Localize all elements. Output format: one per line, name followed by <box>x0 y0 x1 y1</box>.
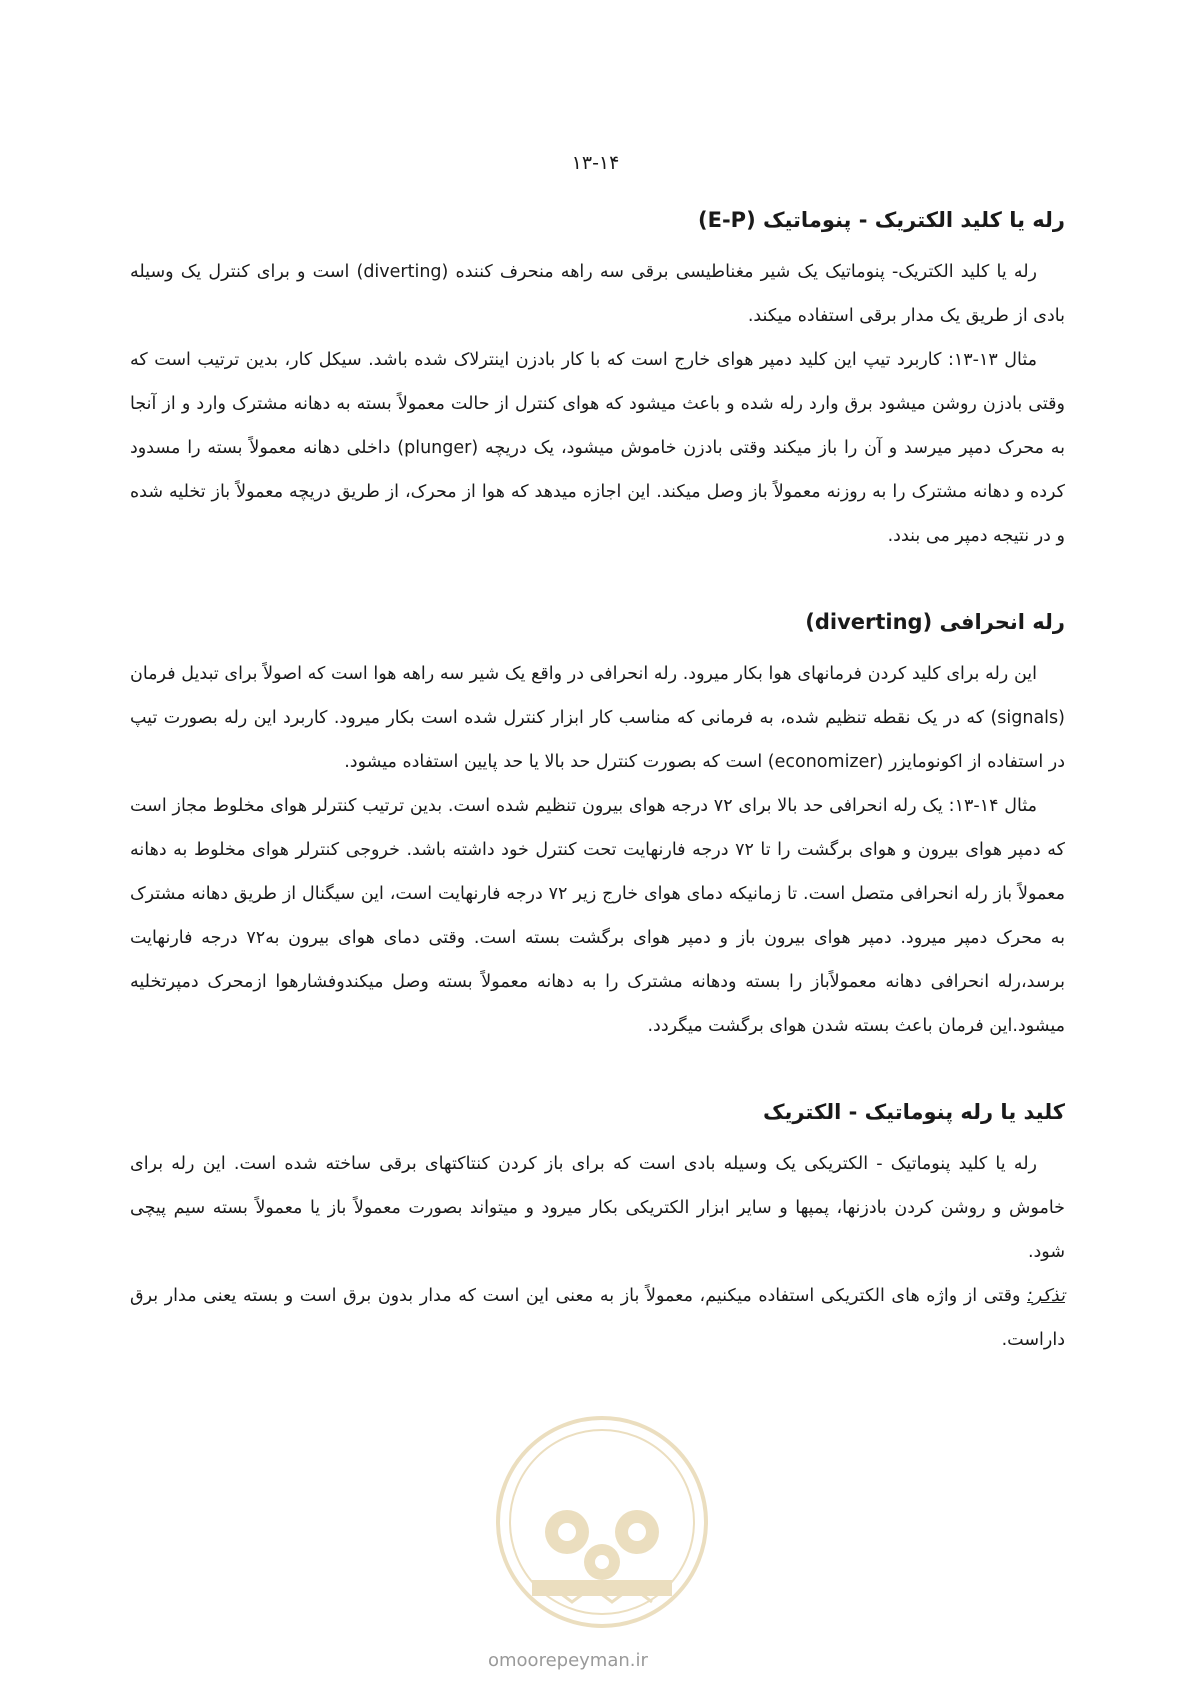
paragraph: مثال ۱۴-۱۳: یک رله انحرافی حد بالا برای ۷۲ درجه هوای بیرون تنظیم شده است. بدین ترتیب کنترلر هوای مخلوط مجاز است که دمپر هوای بیرون و هوای برگشت را تا ۷۲ درجه فارنهایت تحت کنترل خود داشته باشد. خروجی کنترلر هوای مخلوط به دهانه معمولاً باز رله انحرافی متصل است. تا زمانیکه دمای هوای خارج زیر ۷۲ درجه فارنهایت است، این سیگنال از طریق دهانه مشترک به محرک دمپر میرود. دمپر هوای بیرون باز و دمپر هوای برگشت بسته است. وقتی دمای هوای بیرون به۷۲ درجه فارنهایت برسد،رله انحرافی دهانه معمولاًباز را بسته ودهانه مشترک را به دهانه معمولاً بسته وصل میکندوفشارهوا ازمحرک دمپرتخلیه میشود.این فرمان باعث بسته شدن هوای برگشت میگردد. <box>130 796 1065 1036</box>
section-diverting-relay <box>130 602 1065 1048</box>
section-pe-relay <box>130 1092 1065 1362</box>
paragraph: رله یا کلید الکتریک- پنوماتیک یک شیر مغناطیسی برقی سه راهه منحرف کننده (diverting) است و برای کنترل یک وسیله بادی از طریق یک مدار برقی استفاده میکند. <box>130 262 1065 326</box>
watermark-logo <box>492 1412 712 1632</box>
document-body <box>130 200 1065 1362</box>
section-heading: رله انحرافی (diverting) <box>805 610 1065 634</box>
section-heading: رله یا کلید الکتریک - پنوماتیک (E-P) <box>698 208 1065 232</box>
page-number: ۱۳-۱۴ <box>571 152 620 174</box>
note-paragraph <box>130 1274 1065 1362</box>
paragraph: مثال ۱۳-۱۳: کاربرد تیپ این کلید دمپر هوای خارج است که با کار بادزن اینترلاک شده باشد. سیکل کار، بدین ترتیب است که وقتی بادزن روشن میشود برق وارد رله شده و باعث میشود که هوای کنترل از حالت معمولاً بسته به دهانه مشترک وارد و از آنجا به محرک دمپر میرسد و آن را باز میکند وقتی بادزن خاموش میشود، یک دریچه (plunger) داخلی دهانه معمولاً بسته را مسدود کرده و دهانه مشترک را به روزنه معمولاً باز وصل میکند. این اجازه میدهد که هوا از محرک، از طریق دریچه معمولاً باز تخلیه شده و در نتیجه دمپر می بندد. <box>130 350 1065 546</box>
paragraph: این رله برای کلید کردن فرمانهای هوا بکار میرود. رله انحرافی در واقع یک شیر سه راهه هوا است که اصولاً برای تبدیل فرمان (signals) که در یک نقطه تنظیم شده، به فرمانی که مناسب کار ابزار کنترل شده است بکار میرود. کاربرد این رله بصورت تیپ در استفاده از اکونومایزر (economizer) است که بصورت کنترل حد بالا یا حد پایین استفاده میشود. <box>130 664 1065 772</box>
section-heading: کلید یا رله پنوماتیک - الکتریک <box>762 1100 1065 1124</box>
website-url: omoorepeyman.ir <box>488 1650 648 1671</box>
section-ep-relay <box>130 200 1065 558</box>
note-text: وقتی از واژه های الکتریکی استفاده میکنیم، معمولاً باز به معنی این است که مدار بدون برق است و بسته یعنی مدار برق داراست. <box>130 1286 1065 1350</box>
paragraph: رله یا کلید پنوماتیک - الکتریکی یک وسیله بادی است که برای باز کردن کنتاکتهای برقی ساخته شده است. این رله برای خاموش و روشن کردن بادزنها، پمپها و سایر ابزار الکتریکی بکار میرود و میتواند بصورت معمولاً باز یا معمولاً بسته سیم پیچی شود. <box>130 1154 1065 1262</box>
note-label: تذکر: <box>1027 1286 1065 1306</box>
